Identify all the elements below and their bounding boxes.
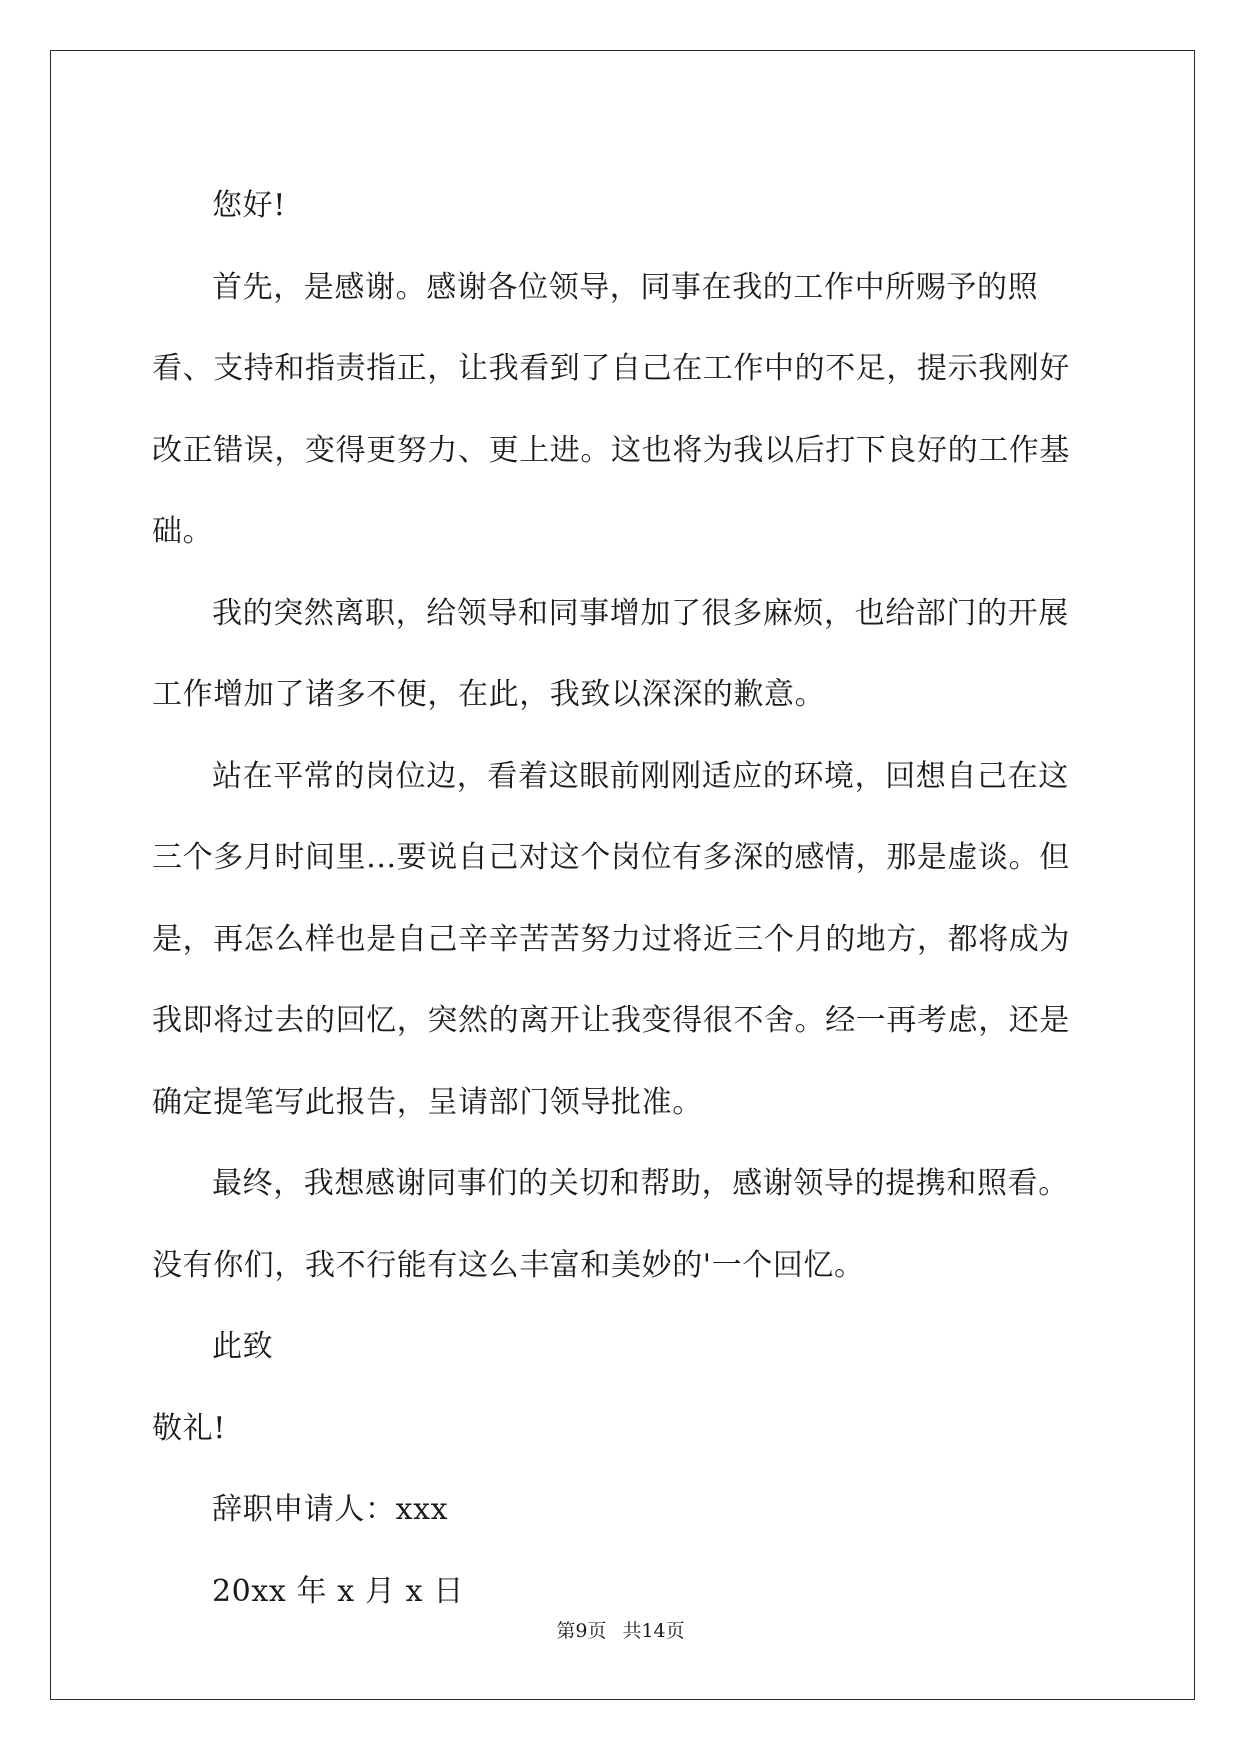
paragraph-final-thanks: 最终，我想感谢同事们的关切和帮助，感谢领导的提携和照看。没有你们，我不行能有这么丰富和美妙的'一个回忆。 [152, 1166, 1069, 1283]
letter-body [152, 165, 1092, 1632]
signer-line: 辞职申请人：xxx [212, 1492, 449, 1527]
closing-salutation: 此致 [212, 1329, 274, 1364]
paragraph-apology: 我的突然离职，给领导和同事增加了很多麻烦，也给部门的开展工作增加了诸多不便，在此，我致以深深的歉意。 [152, 595, 1069, 712]
closing-regards: 敬礼! [152, 1410, 226, 1446]
page-footer [0, 1616, 1241, 1643]
greeting: 您好! [212, 188, 286, 223]
paragraph-thanks: 首先，是感谢。感谢各位领导，同事在我的工作中所赐予的照看、支持和指责指正，让我看到了自己在工作中的不足，提示我刚好改正错误，变得更努力、更上进。这也将为我以后打下良好的工作基础。 [152, 269, 1070, 549]
date-line: 20xx 年 x 月 x 日 [212, 1573, 464, 1609]
paragraph-reflection: 站在平常的岗位边，看着这眼前刚刚适应的环境，回想自己在这三个多月时间里...要说自己对这个岗位有多深的感情，那是虚谈。但是，再怎么样也是自己辛辛苦苦努力过将近三个月的地方，都将成为我即将过去的回忆，突然的离开让我变得很不舍。经一再考虑，还是确定提笔写此报告，呈请部门领导批准。 [152, 758, 1070, 1120]
page-total: 共14页 [622, 1620, 685, 1642]
page-number: 第9页 [556, 1620, 607, 1642]
